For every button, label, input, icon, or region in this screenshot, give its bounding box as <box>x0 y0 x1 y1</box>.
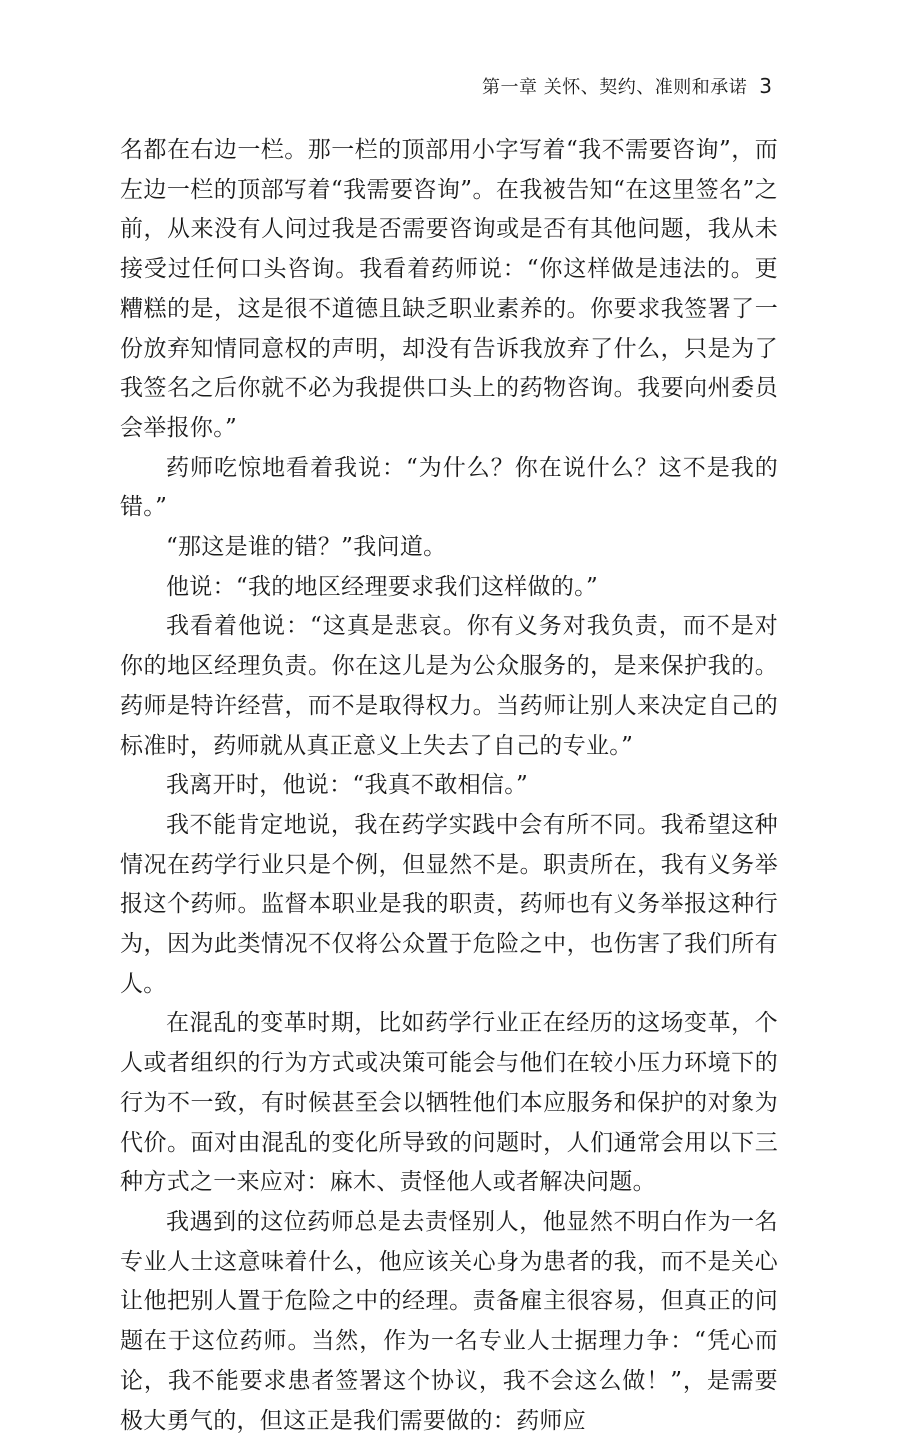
body-text <box>120 131 778 1441</box>
paragraph: “那这是谁的错？”我问道。 <box>166 534 447 561</box>
paragraph: 我看着他说：“这真是悲哀。你有义务对我负责，而不是对你的地区经理负责。你在这儿是为公众服务的，是来保护我的。药师是特许经营，而不是取得权力。当药师让别人来决定自己的标准时，药师就从真正意义上失去了自己的专业。” <box>120 613 778 759</box>
chapter-title: 第一章 关怀、契约、准则和承诺 <box>482 77 748 98</box>
paragraph: 我离开时，他说：“我真不敢相信。” <box>166 772 529 799</box>
paragraph: 药师吃惊地看着我说：“为什么？你在说什么？这不是我的错。” <box>120 454 778 521</box>
page-number: 3 <box>759 74 772 98</box>
running-header <box>482 74 772 100</box>
paragraph: 我不能肯定地说，我在药学实践中会有所不同。我希望这种情况在药学行业只是个例，但显然不是。职责所在，我有义务举报这个药师。监督本职业是我的职责，药师也有义务举报这种行为，因为此类情况不仅将公众置于危险之中，也伤害了我们所有人。 <box>120 811 778 997</box>
paragraph: 在混乱的变革时期，比如药学行业正在经历的这场变革，个人或者组织的行为方式或决策可能会与他们在较小压力环境下的行为不一致，有时候甚至会以牺牲他们本应服务和保护的对象为代价。面对由混乱的变化所导致的问题时，人们通常会用以下三种方式之一来应对：麻木、责怪他人或者解决问题。 <box>120 1010 778 1196</box>
paragraph: 我遇到的这位药师总是去责怪别人，他显然不明白作为一名专业人士这意味着什么，他应该关心身为患者的我，而不是关心让他把别人置于危险之中的经理。责备雇主很容易，但真正的问题在于这位药师。当然，作为一名专业人士据理力争：“凭心而论，我不能要求患者签署这个协议，我不会这么做！”，是需要极大勇气的，但这正是我们需要做的：药师应 <box>120 1208 778 1434</box>
paragraph-continued: 名都在右边一栏。那一栏的顶部用小字写着“我不需要咨询”，而左边一栏的顶部写着“我需要咨询”。在我被告知“在这里签名”之前，从来没有人问过我是否需要咨询或是否有其他问题，我从未接受过任何口头咨询。我看着药师说：“你这样做是违法的。更糟糕的是，这是很不道德且缺乏职业素养的。你要求我签署了一份放弃知情同意权的声明，却没有告诉我放弃了什么，只是为了我签名之后你就不必为我提供口头上的药物咨询。我要向州委员会举报你。” <box>120 137 778 441</box>
paragraph: 他说：“我的地区经理要求我们这样做的。” <box>166 573 599 600</box>
